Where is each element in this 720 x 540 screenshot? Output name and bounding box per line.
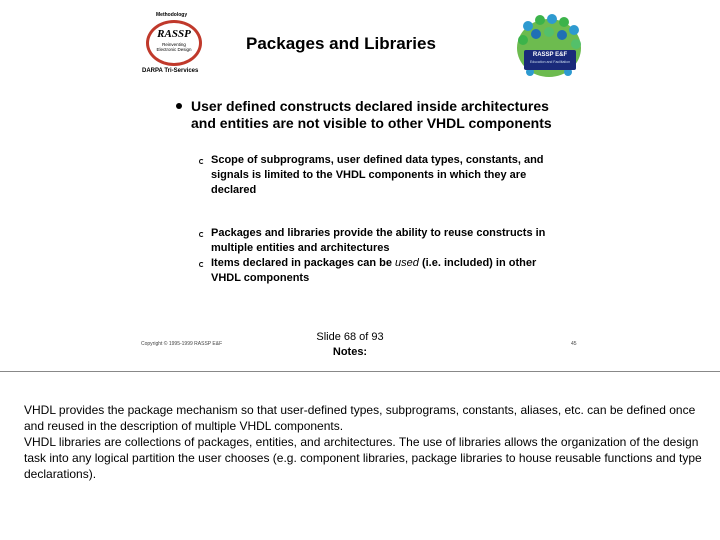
sub-bullet-icon — [199, 232, 204, 237]
bullet-dot-icon — [176, 103, 182, 109]
slide-title: Packages and Libraries — [246, 34, 436, 53]
sub-bullet-text: Items declared in packages can be used (i.e. included) in other VHDL components — [211, 257, 537, 284]
slide-number: Slide 68 of 93 — [316, 331, 384, 343]
logo-top-label: Methodology — [156, 12, 188, 18]
notes-paragraph: VHDL libraries are collections of packages, entities, and architectures. The use of libraries allows the organization of the design task into any logical partition the user chooses (e.g. component libraries, package libraries to house reusable functions and type declarations). — [24, 435, 702, 481]
notes-paragraph: VHDL provides the package mechanism so that user-defined types, subprograms, constants, aliases, etc. can be defined once and reused in the description of multiple VHDL components. — [24, 403, 696, 433]
slide-mark: 45 — [571, 341, 577, 347]
sub-bullet-icon — [199, 159, 204, 164]
notes-label: Notes: — [332, 346, 368, 358]
logo-sub-label: Reinventing Electronic Design — [156, 42, 192, 52]
rassp-ef-logo — [516, 14, 582, 78]
main-bullet-text: User defined constructs declared inside architectures and entities are not visible to other VHDL components — [191, 98, 552, 131]
divider — [0, 371, 720, 372]
logo-ef-name: RASSP E&F — [532, 52, 568, 58]
logo-ef-sub-label: Education and Facilitation — [529, 60, 571, 64]
sub-bullet-icon — [199, 262, 204, 267]
sub-bullet-text: Packages and libraries provide the ability to reuse constructs in multiple entities and architectures — [211, 227, 546, 254]
notes-body — [24, 402, 708, 482]
logo-name: RASSP — [157, 28, 191, 40]
logo-bottom-label: DARPA Tri-Services — [142, 68, 199, 74]
rassp-logo — [136, 8, 212, 76]
copyright-text: Copyright © 1995-1999 RASSP E&F — [141, 341, 223, 347]
sub-bullet-text: Scope of subprograms, user defined data types, constants, and signals is limited to the VHDL components in which they are declared — [211, 154, 544, 196]
